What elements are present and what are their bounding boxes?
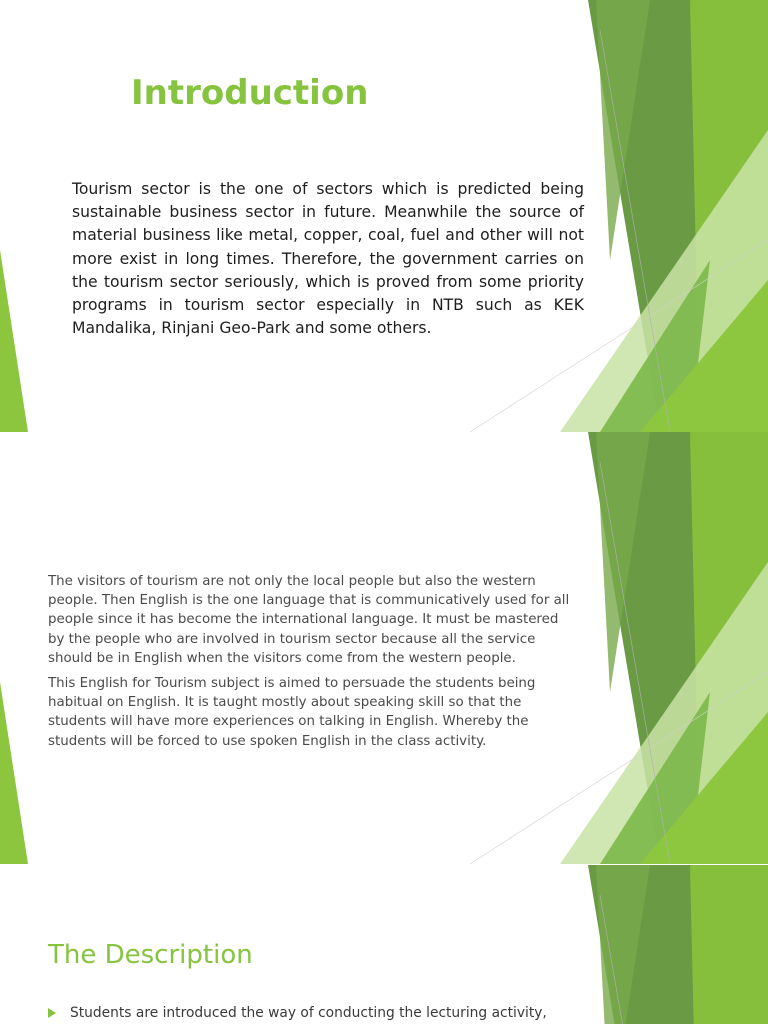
slide-visitors [0, 432, 768, 865]
slide-title: The Description [48, 940, 253, 970]
slide-description [0, 865, 768, 1024]
slide-introduction [0, 0, 768, 432]
paragraph-visitors: The visitors of tourism are not only the local people but also the western people. Then English is the one language that is communicatively used for all people since it has become the international language. It must be mastered by the people who are involved in tourism sector because all the service should be in English when the visitors come from the western people. [48, 574, 570, 666]
bullet-text: Students are introduced the way of conducting the lecturing activity, [70, 1005, 547, 1021]
paragraph-subject: This English for Tourism subject is aimed to persuade the students being habitual on English. It is taught mostly about speaking skill so that the students will have more experiences on talking in English. Whereby the students will be forced to use spoken English in the class activity. [48, 676, 536, 749]
bullet-arrow-icon [48, 1008, 56, 1018]
slide-title: Introduction [131, 73, 369, 113]
intro-paragraph: Tourism sector is the one of sectors which is predicted being sustainable business sector in future. Meanwhile the source of material business like metal, copper, coal, fuel and other will not more exist in long times. Therefore, the government carries on the tourism sector seriously, which is proved from some priority programs in tourism sector especially in NTB such as KEK Mandalika, Rinjani Geo-Park and some others. [72, 180, 584, 338]
bullet-item [48, 1005, 608, 1021]
slide-body [48, 572, 578, 757]
